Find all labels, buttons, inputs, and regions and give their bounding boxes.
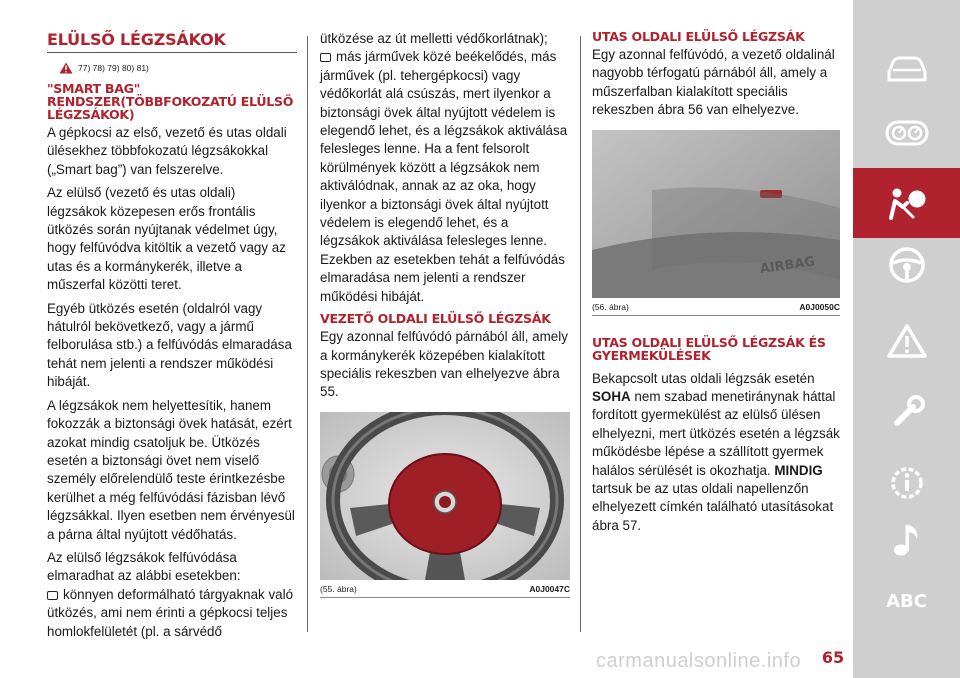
figure-code: A0J0047C <box>529 583 570 594</box>
warning-ref-numbers: 77) 78) 79) 80) 81) <box>78 63 149 73</box>
emphasis-mindig: MINDIG <box>774 462 823 478</box>
warning-references <box>59 62 297 74</box>
title-underline <box>47 52 297 53</box>
paragraph: Egy azonnal felfúvódó, a vezető oldalinál nagyobb térfogatú párnából áll, amely a műszerfalban kialakított speciális rekeszben ábra 56 van elhelyezve. <box>592 47 835 118</box>
paragraph: Egyéb ütközés esetén (oldalról vagy hátulról bekövetkező, vagy a jármű felborulása stb.) a felfúvódás elmaradása tehát nem jelenti a rendszer működési hibáját. <box>47 300 292 390</box>
paragraph: Egy azonnal felfúvódó párnából áll, amely a kormánykerék közepében kialakított speciális rekeszben van elhelyezve ábra 55. <box>320 329 568 400</box>
paragraph: Bekapcsolt utas oldali légzsák esetén SOHA nem szabad menetiránynak háttal fordított gyermekülést az elülső ülésen elhelyezni, mert ütközés esetén a légzsák működésbe lépése a szállított gyermek halálos sérülését is okozhatja. MINDIG tartsuk be az utas oldali napellenzőn elhelyezett címkén található utasításokat ábra 57. <box>592 370 840 533</box>
wrench-icon <box>887 393 927 433</box>
column-3 <box>592 30 840 540</box>
figure-55-steering-wheel <box>320 412 570 580</box>
list-item: könnyen deformálható tárgyaknak való ütközés, ami nem érinti a gépkocsi teljes homlokfelületét (pl. a sárvédő <box>47 586 294 639</box>
dashboard-gauges-icon <box>885 118 929 148</box>
chapter-sidebar <box>853 0 960 678</box>
sidebar-item-driving[interactable] <box>853 230 960 300</box>
figure-label: (55. ábra) <box>320 583 357 594</box>
figure-caption <box>320 583 570 595</box>
figure-56-dashboard-airbag <box>592 130 840 298</box>
sidebar-item-emergency[interactable] <box>853 306 960 376</box>
paragraph: Az elülső légzsákok felfúvódása elmaradhat az alábbi esetekben: <box>47 549 241 584</box>
airbag-label: AIRBAG <box>758 254 817 277</box>
dashboard-airbag-illustration <box>592 130 840 298</box>
driver-airbag-subtitle: VEZETŐ OLDALI ELÜLSŐ LÉGZSÁK <box>320 311 551 327</box>
caption-rule <box>592 315 840 316</box>
passenger-airbag-subtitle: UTAS OLDALI ELÜLSŐ LÉGZSÁK <box>592 29 805 44</box>
child-seat-subtitle: UTAS OLDALI ELÜLSŐ LÉGZSÁK ÉS GYERMEKÜLÉSEK <box>592 334 826 363</box>
car-icon <box>885 54 929 84</box>
airbag-person-icon <box>885 185 929 221</box>
figure-caption <box>592 301 840 313</box>
music-note-icon <box>889 519 925 559</box>
sidebar-item-multimedia[interactable] <box>853 504 960 574</box>
sidebar-item-dashboard[interactable] <box>853 98 960 168</box>
emphasis-soha: SOHA <box>592 389 631 405</box>
abc-index: ABC <box>886 590 927 612</box>
paragraph: Az elülső (vezető és utas oldali) légzsákok közepesen erős frontális ütközés során nyújtanak védelmet úgy, hogy felfúvódva kitöltik a vezető vagy az utas és a kormánykerék, illetve a műszerfal közötti teret. <box>47 185 286 293</box>
section-title: ELÜLSŐ LÉGZSÁKOK <box>47 30 226 49</box>
bullet-checkbox-icon <box>47 591 58 600</box>
paragraph: ütközése az út melletti védőkorlátnak); <box>320 31 548 46</box>
figure-code: A0J0050C <box>799 301 840 312</box>
bullet-checkbox-icon <box>320 53 331 62</box>
page-number: 65 <box>821 648 845 667</box>
sidebar-item-maintenance[interactable] <box>853 378 960 448</box>
column-separator <box>307 36 308 632</box>
paragraph: A légzsákok nem helyettesítik, hanem fokozzák a biztonsági övek hatását, ezért azokat mindig csatoljuk be. Ütközés esetén a biztonsági övet nem viselő személy előrelendülő teste érintkezésbe kerülhet a még felfúvódási fázisban lévő légzsákkal. Ilyen esetben nem érvényesül a párna által nyújtott védőhatás. <box>47 397 295 542</box>
sidebar-item-car[interactable] <box>853 34 960 104</box>
steering-wheel-illustration <box>320 412 570 580</box>
caption-rule <box>320 597 570 598</box>
list-item: más járművek közé beékelődés, más járművek (pl. tehergépkocsi) vagy védőkorlát alá csúszás, mert ilyenkor a biztonsági övek által nyújtott védelem is elegendő lehet, és a légzsákok aktiválása felesleges lenne. Ha a fent felsorolt körülmények között a légzsákok nem aktiválódnak, annak az az oka, hogy ilyenkor a biztonsági övek által nyújtott védelem is elegendő lehet, és a légzsákok aktiválása felesleges lenne. Ezekben az esetekben tehát a felfúvódás elmaradása nem jelenti a rendszer működési hibáját. <box>320 49 568 304</box>
warning-triangle-icon <box>886 323 928 359</box>
sidebar-item-index[interactable] <box>853 566 960 636</box>
column-separator <box>580 36 581 632</box>
watermark: carmanualsonline.info <box>596 650 802 672</box>
info-gear-icon <box>887 463 927 503</box>
sidebar-item-safety[interactable] <box>853 168 960 238</box>
column-2 <box>320 30 570 598</box>
smart-bag-subtitle: "SMART BAG" RENDSZER(TÖBBFOKOZATÚ ELÜLSŐ LÉGZSÁKOK) <box>47 81 294 122</box>
column-1 <box>47 30 297 641</box>
warning-icon <box>59 62 73 74</box>
steering-wheel-icon <box>887 245 927 285</box>
figure-label: (56. ábra) <box>592 301 629 312</box>
paragraph: A gépkocsi az első, vezető és utas oldali ülésekhez többfokozatú légzsákokkal („Smart bag”) van felszerelve. <box>47 125 287 177</box>
